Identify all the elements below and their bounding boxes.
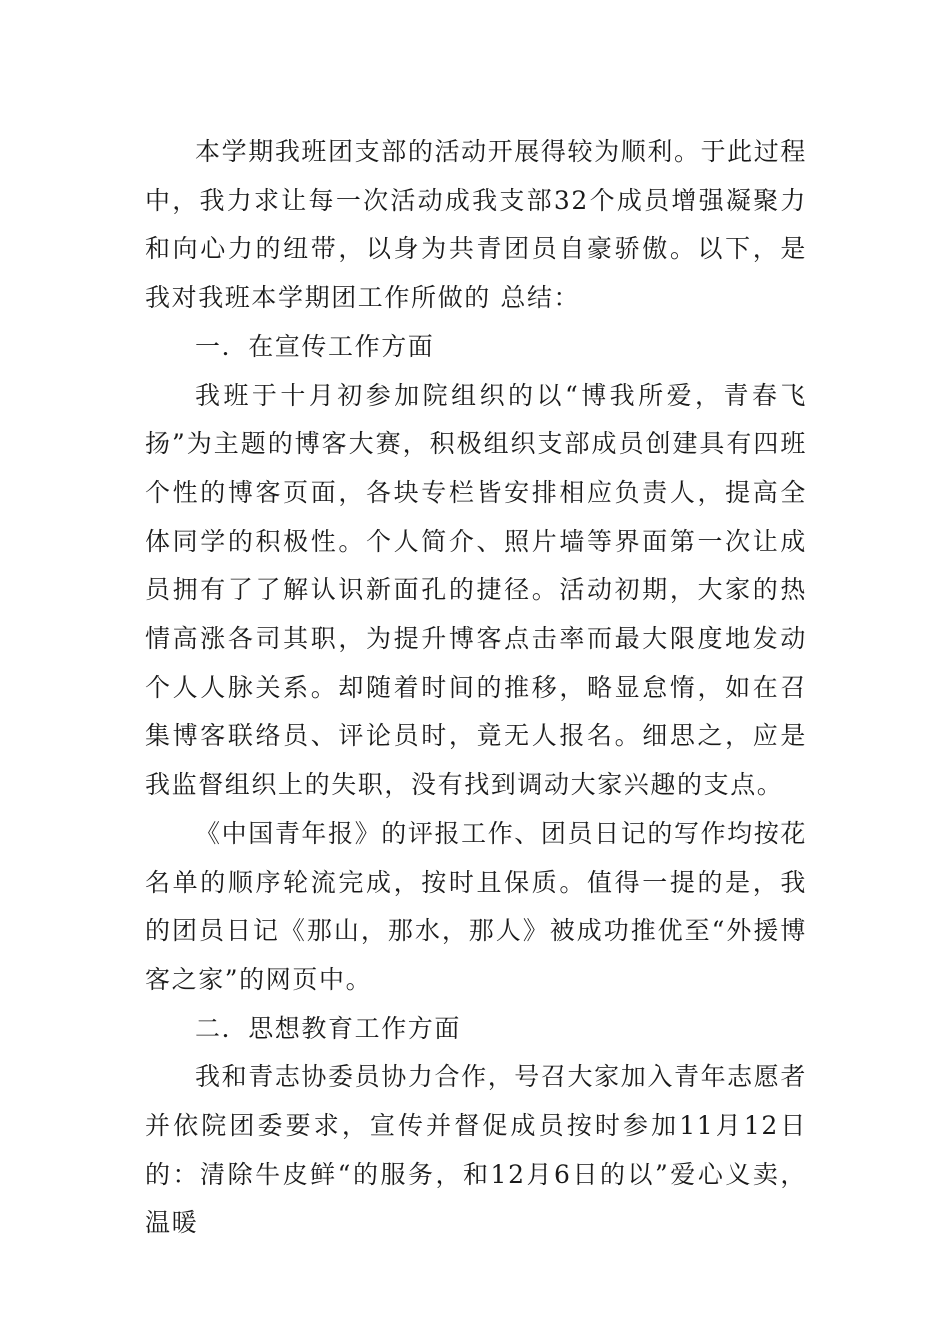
section-heading-ideology: 二．思想教育工作方面 (195, 1013, 462, 1043)
intro-paragraph: 本学期我班团支部的活动开展得较为顺利。于此过程中，我力求让每一次活动成我支部32个成员增强凝聚力和向心力的纽带，以身为共青团员自豪骄傲。以下，是我对我班本学期团工作所做的 总结： (145, 137, 807, 313)
section-heading-publicity: 一．在宣传工作方面 (195, 331, 435, 361)
volunteer-paragraph: 我和青志协委员协力合作，号召大家加入青年志愿者并依院团委要求，宣传并督促成员按时参加11月12日的：清除牛皮鲜“的服务，和12月6日的以”爱心义卖，温暖 (145, 1062, 807, 1238)
document-page (145, 128, 807, 1248)
newspaper-review-paragraph: 《中国青年报》的评报工作、团员日记的写作均按花名单的顺序轮流完成，按时且保质。值得一提的是，我的团员日记《那山，那水，那人》被成功推优至“外援博客之家”的网页中。 (145, 818, 807, 994)
blog-contest-paragraph: 我班于十月初参加院组织的以“博我所爱，青春飞扬”为主题的博客大赛，积极组织支部成员创建具有四班个性的博客页面，各块专栏皆安排相应负责人，提高全体同学的积极性。个人简介、照片墙等界面第一次让成员拥有了了解认识新面孔的捷径。活动初期，大家的热情高涨各司其职，为提升博客点击率而最大限度地发动个人人脉关系。却随着时间的推移，略显怠惰，如在召集博客联络员、评论员时，竟无人报名。细思之，应是我监督组织上的失职，没有找到调动大家兴趣的支点。 (145, 380, 807, 800)
